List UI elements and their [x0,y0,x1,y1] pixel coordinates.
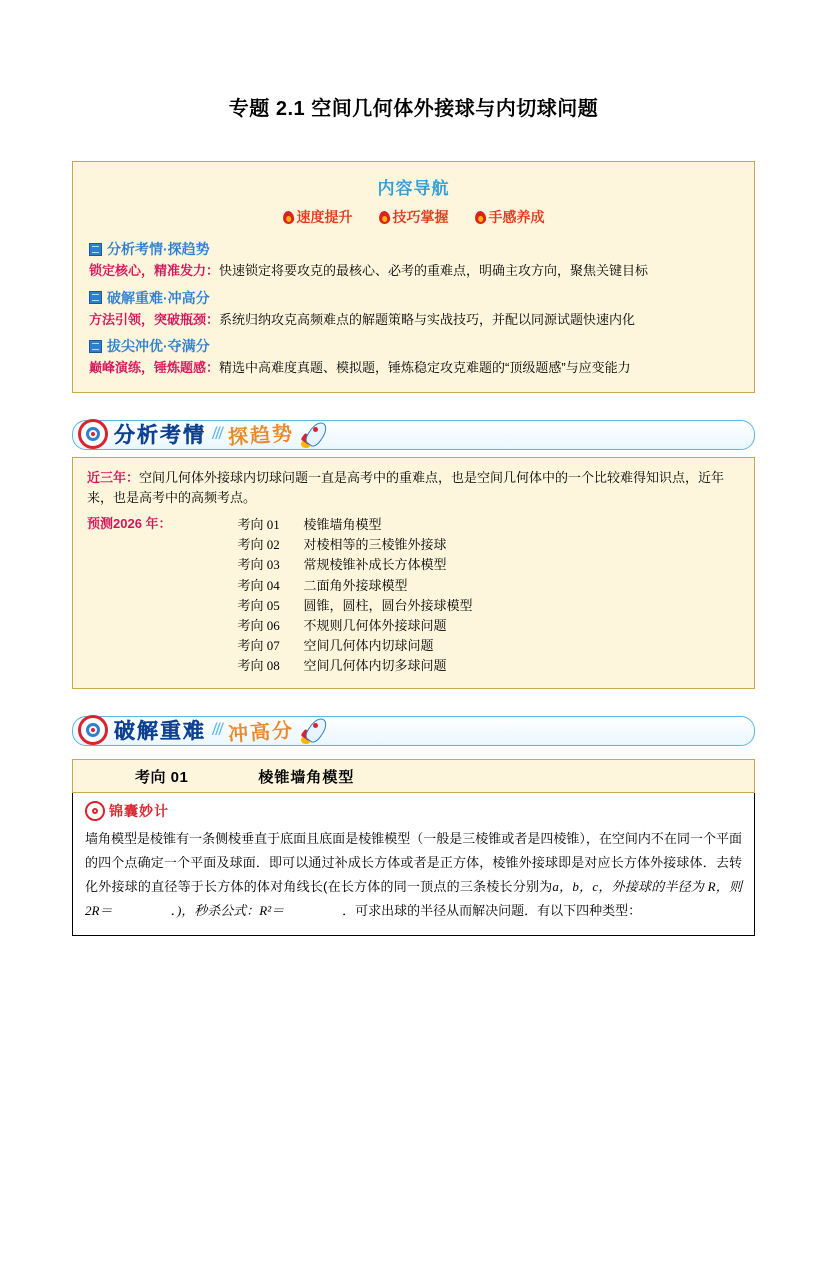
trend-text-recent: 空间几何体外接球内切球问题一直是高考中的重难点，也是空间几何体中的一个比较难得知识点，近年来，也是高考中的高频考点。 [87,469,725,506]
nav-tag-list [89,207,738,227]
target-icon [78,715,108,745]
nav-tag [475,207,545,227]
kaoxiang-header-no: 考向 01 [135,768,189,786]
kaoxiang-name: 二面角外接球模型 [303,577,408,593]
banner-slash: /// [212,719,222,741]
target-icon [78,419,108,449]
tip-text-part-1: 墙角模型是棱锥有一条侧棱垂直于底面且底面是棱锥模型（一般是三棱锥或者是四棱锥），在空间内不在同一个平面的四个点确定一个平面及球面．即可以通过补成长方体或者是正方体，棱锥外接球即是对应长方体外接球体．去转化外接球的直径等于长方体的体对角线长(在长方体的同一顶点的三条棱长分别为 [85,831,742,895]
nav-section [89,288,738,330]
kaoxiang-no: 考向 04 [237,577,280,593]
kaoxiang-no: 考向 07 [237,637,280,653]
nav-section-title: 破解重难·冲高分 [107,289,210,306]
nav-section-value: 快速锁定将要攻克的最核心、必考的重难点，明确主攻方向，聚焦关键目标 [219,263,649,278]
banner-title: 分析考情 [114,423,206,447]
flame-icon [282,210,295,224]
trend-analysis-box [72,457,755,690]
kaoxiang-name: 圆锥，圆柱，圆台外接球模型 [303,597,473,613]
list-item [172,555,473,575]
nav-tag-label: 技巧掌握 [392,209,449,225]
tip-box [72,793,755,936]
banner-subtitle: 冲高分 [227,719,295,746]
nav-section-body [89,310,738,330]
rocket-icon [300,715,334,745]
nav-section-body [89,261,738,281]
book-icon [89,291,102,304]
banner-subtitle: 探趋势 [227,422,295,450]
kaoxiang-list [172,515,473,676]
book-icon [89,340,102,353]
nav-section [89,336,738,378]
kaoxiang-name: 常规棱锥补成长方体模型 [303,557,447,573]
nav-section-title: 拔尖冲优·夺满分 [107,338,210,354]
list-item [172,576,473,596]
kaoxiang-no: 考向 06 [237,617,280,633]
nav-section-head [89,336,738,356]
nav-section-body [89,358,738,378]
list-item [172,596,473,616]
forecast-block [87,513,740,676]
banner-slash: /// [212,422,222,444]
tip-header [85,801,742,821]
nav-card-title: 内容导航 [377,179,450,198]
list-item [172,656,473,676]
kaoxiang-header-name: 棱锥墙角模型 [258,768,355,786]
spiral-icon [85,801,105,821]
kaoxiang-no: 考向 08 [237,658,280,674]
tip-text-part-2: a，b，c，外接球的半径为 R，则 2R＝ [85,879,742,919]
kaoxiang-name: 对棱相等的三棱锥外接球 [303,537,447,553]
banner-content [72,411,334,457]
nav-section [89,239,738,281]
nav-tag-label: 速度提升 [296,209,353,225]
kaoxiang-name: 棱锥墙角模型 [303,517,382,533]
nav-section-head [89,288,738,308]
kaoxiang-no: 考向 05 [237,597,280,613]
section-banner-analysis [72,411,755,457]
trend-label-forecast: 预测2026 年： [87,516,172,532]
kaoxiang-no: 考向 02 [237,537,280,553]
kaoxiang-name: 空间几何体内切多球问题 [303,658,447,674]
tip-text-part-4: ．可求出球的半径从而解决问题．有以下四种类型： [342,903,642,919]
content-navigation-card [72,161,755,393]
rocket-icon [300,419,334,449]
nav-tag [379,207,449,227]
flame-icon [378,210,391,224]
kaoxiang-no: 考向 01 [237,517,280,533]
list-item [172,616,473,636]
document-page [0,92,827,1261]
book-icon [89,243,102,256]
nav-section-head [89,239,738,259]
trend-paragraph [87,468,740,510]
list-item [172,636,473,656]
flame-icon [474,210,487,224]
banner-title: 破解重难 [114,720,206,744]
nav-tag [283,207,353,227]
kaoxiang-name: 空间几何体内切球问题 [303,637,434,653]
nav-section-key: 方法引领，突破瓶颈： [89,311,220,327]
list-item [172,535,473,555]
nav-section-value: 精选中高难度真题、模拟题，锤炼稳定攻克难题的“顶级题感”与应变能力 [219,360,631,375]
tip-text-part-3: ．)，秒杀公式：R²＝ [170,903,285,919]
banner-content [72,707,334,753]
tip-title: 锦囊妙计 [109,803,169,820]
tip-paragraph [85,827,742,923]
kaoxiang-no: 考向 03 [237,557,280,573]
nav-section-value: 系统归纳攻克高频难点的解题策略与实战技巧，并配以同源试题快速内化 [219,311,636,327]
section-banner-breakthrough [72,707,755,753]
page-title: 专题 2.1 空间几何体外接球与内切球问题 [228,98,599,120]
nav-section-title: 分析考情·探趋势 [107,241,210,257]
nav-section-key: 巅峰演练，锤炼题感： [89,360,220,375]
kaoxiang-name: 不规则几何体外接球问题 [303,617,447,633]
nav-section-key: 锁定核心，精准发力： [89,263,220,278]
trend-label-recent: 近三年： [87,469,140,485]
kaoxiang-header [72,759,755,793]
nav-tag-label: 手感养成 [488,209,545,225]
list-item [172,515,473,535]
